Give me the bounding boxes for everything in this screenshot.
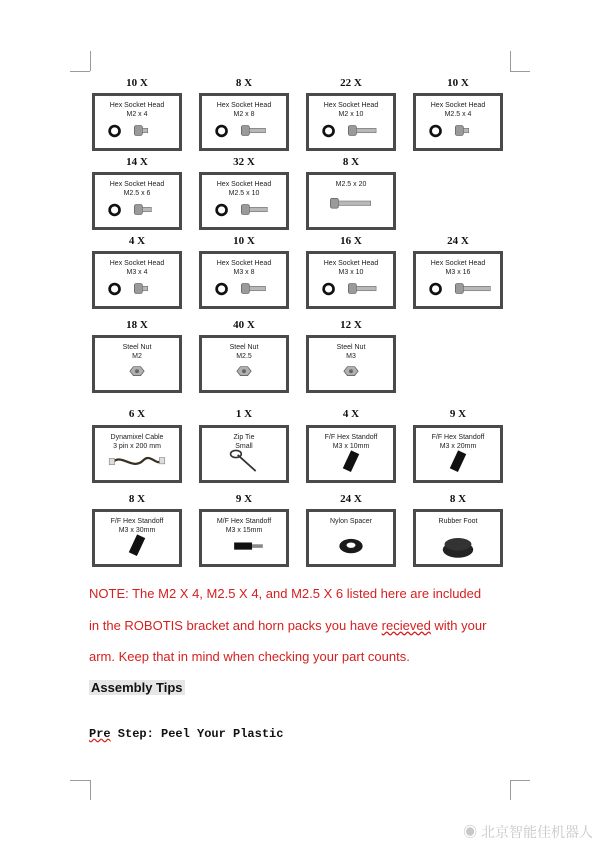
crop-mark-bottom-right-v <box>510 780 511 800</box>
part-quantity: 4 X <box>128 235 146 247</box>
hex-socket-screw-icon <box>416 96 500 148</box>
part-name: Hex Socket Head <box>430 102 486 109</box>
part-size: M2.5 x 4 <box>444 111 472 118</box>
part-card <box>306 93 396 151</box>
male-female-standoff-icon <box>202 512 286 564</box>
part-quantity: 4 X <box>342 408 360 420</box>
hex-socket-screw-icon <box>202 175 286 227</box>
hex-nut-icon <box>95 338 179 390</box>
part-name: Hex Socket Head <box>216 102 272 109</box>
part-card <box>413 509 503 567</box>
hex-nut-icon <box>202 338 286 390</box>
note-line-2b: with your <box>430 617 487 633</box>
part-card <box>306 335 396 393</box>
hex-socket-screw-icon <box>95 175 179 227</box>
part-card <box>199 509 289 567</box>
part-quantity: 24 X <box>447 235 469 247</box>
part-size: M3 x 8 <box>233 269 255 276</box>
part-card <box>199 425 289 483</box>
part-quantity: 9 X <box>449 408 467 420</box>
nylon-spacer-icon <box>309 512 393 564</box>
hex-nut-icon <box>309 338 393 390</box>
part-name: Dynamixel Cable <box>110 434 164 441</box>
hex-socket-screw-icon <box>202 96 286 148</box>
hex-socket-screw-icon <box>95 254 179 306</box>
part-size: M2.5 x 20 <box>335 181 367 188</box>
part-quantity: 12 X <box>340 319 362 331</box>
part-name: Hex Socket Head <box>430 260 486 267</box>
part-card <box>199 335 289 393</box>
part-quantity: 10 X <box>233 235 255 247</box>
note-paragraph <box>89 578 519 673</box>
part-size: M3 x 10mm <box>332 443 370 450</box>
hex-standoff-icon <box>416 428 500 480</box>
part-name: Steel Nut <box>229 344 259 351</box>
hex-socket-screw-icon <box>202 254 286 306</box>
part-quantity: 8 X <box>235 77 253 89</box>
part-quantity: 40 X <box>233 319 255 331</box>
pre-step-first-word: Pre <box>89 727 111 741</box>
part-name: Hex Socket Head <box>216 181 272 188</box>
part-name: Hex Socket Head <box>216 260 272 267</box>
part-card <box>92 335 182 393</box>
part-quantity: 1 X <box>235 408 253 420</box>
part-size: M2 x 10 <box>338 111 364 118</box>
part-size: M3 x 4 <box>126 269 148 276</box>
part-card <box>306 509 396 567</box>
note-line-2a: in the ROBOTIS bracket and horn packs you have <box>89 617 382 633</box>
part-size: Small <box>235 443 253 450</box>
part-quantity: 24 X <box>340 493 362 505</box>
hex-socket-screw-icon <box>309 96 393 148</box>
part-size: M3 x 20mm <box>439 443 477 450</box>
part-size: M2 <box>132 353 142 360</box>
part-size: M2.5 x 10 <box>228 190 260 197</box>
note-line-3: arm. Keep that in mind when checking your part counts. <box>89 649 410 664</box>
part-quantity: 8 X <box>449 493 467 505</box>
part-card <box>413 93 503 151</box>
part-name: Hex Socket Head <box>109 102 165 109</box>
part-quantity: 14 X <box>126 156 148 168</box>
crop-mark-top-right-h <box>510 71 530 72</box>
part-quantity: 6 X <box>128 408 146 420</box>
part-size: M3 x 10 <box>338 269 364 276</box>
part-quantity: 8 X <box>342 156 360 168</box>
part-size: M2.5 x 6 <box>123 190 151 197</box>
part-quantity: 32 X <box>233 156 255 168</box>
part-card <box>92 509 182 567</box>
part-size: M3 x 15mm <box>225 527 263 534</box>
part-card <box>92 425 182 483</box>
part-size: M2 x 8 <box>233 111 255 118</box>
part-quantity: 10 X <box>447 77 469 89</box>
part-name: Zip Tie <box>233 434 255 441</box>
crop-mark-top-left-h <box>70 71 90 72</box>
part-card <box>199 93 289 151</box>
part-size: M2.5 <box>236 353 252 360</box>
part-card <box>92 172 182 230</box>
part-quantity: 18 X <box>126 319 148 331</box>
note-line-2 <box>89 610 519 642</box>
part-name: Steel Nut <box>336 344 366 351</box>
part-card <box>413 251 503 309</box>
misspelled-word: recieved <box>381 617 431 633</box>
part-card <box>306 251 396 309</box>
part-size: M3 x 30mm <box>118 527 156 534</box>
part-quantity: 22 X <box>340 77 362 89</box>
part-quantity: 10 X <box>126 77 148 89</box>
part-card <box>199 251 289 309</box>
part-card <box>92 251 182 309</box>
weibo-logo-icon: ◉ <box>463 824 478 840</box>
rubber-foot-icon <box>416 512 500 564</box>
note-line-1: NOTE: The M2 X 4, M2.5 X 4, and M2.5 X 6 listed here are included <box>89 586 482 601</box>
part-name: F/F Hex Standoff <box>431 434 485 441</box>
part-card <box>413 425 503 483</box>
part-quantity: 16 X <box>340 235 362 247</box>
part-quantity: 9 X <box>235 493 253 505</box>
part-name: Rubber Foot <box>438 518 478 525</box>
part-card <box>199 172 289 230</box>
part-size: M3 <box>346 353 356 360</box>
cable-icon <box>95 428 179 480</box>
crop-mark-bottom-left-h <box>70 780 90 781</box>
part-name: Hex Socket Head <box>323 260 379 267</box>
part-size: M2 x 4 <box>126 111 148 118</box>
part-size: 3 pin x 200 mm <box>113 443 161 450</box>
pre-step-heading <box>89 727 283 741</box>
hex-socket-screw-icon <box>95 96 179 148</box>
assembly-tips-heading: Assembly Tips <box>91 680 183 695</box>
hex-socket-screw-icon <box>416 254 500 306</box>
zip-tie-icon <box>202 428 286 480</box>
watermark <box>463 822 593 842</box>
part-name: Nylon Spacer <box>329 518 373 525</box>
hex-socket-screw-icon <box>309 254 393 306</box>
hex-standoff-icon <box>95 512 179 564</box>
pre-step-rest: Step: Peel Your Plastic <box>110 727 284 741</box>
crop-mark-bottom-right-h <box>510 780 530 781</box>
hex-standoff-icon <box>309 428 393 480</box>
part-name: Hex Socket Head <box>109 181 165 188</box>
crop-mark-top-left-v <box>90 51 91 71</box>
part-quantity: 8 X <box>128 493 146 505</box>
part-size: M3 x 16 <box>445 269 471 276</box>
part-name: Steel Nut <box>122 344 152 351</box>
part-name: Hex Socket Head <box>109 260 165 267</box>
crop-mark-top-right-v <box>510 51 511 71</box>
part-card <box>92 93 182 151</box>
part-card <box>306 172 396 230</box>
part-name: F/F Hex Standoff <box>110 518 164 525</box>
part-name: M/F Hex Standoff <box>216 518 272 525</box>
part-name: F/F Hex Standoff <box>324 434 378 441</box>
watermark-text: 北京智能佳机器人 <box>481 824 593 840</box>
screw-icon <box>309 175 393 227</box>
part-name: Hex Socket Head <box>323 102 379 109</box>
crop-mark-bottom-left-v <box>90 780 91 800</box>
part-card <box>306 425 396 483</box>
